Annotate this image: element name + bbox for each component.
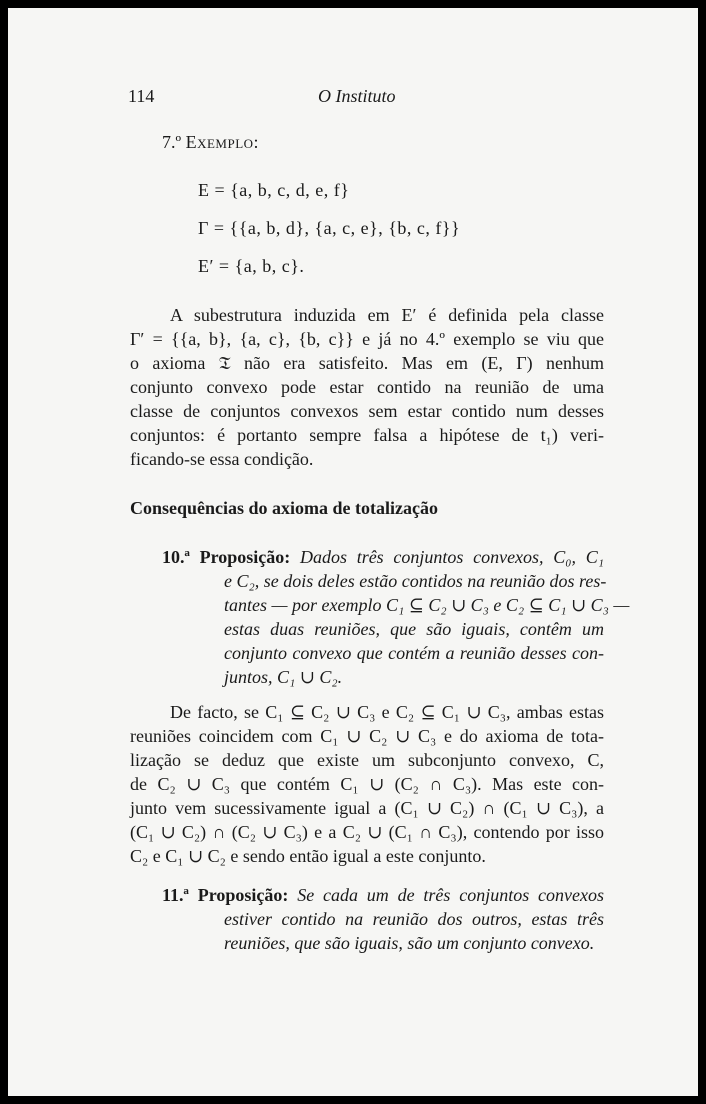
paragraph-line: C₂ e C₁ ∪ C₂ e sendo então igual a este conjunto. [130, 846, 486, 866]
paragraph-line: De facto, se C₁ ⊆ C₂ ∪ C₃ e C₂ ⊆ C₁ ∪ C₃, ambas estas [170, 702, 604, 722]
paragraph-line: junto vem sucessivamente igual a (C₁ ∪ C₂) ∩ (C₁ ∪ C₃), a [130, 798, 604, 818]
paragraph-line: classe de conjuntos convexos sem estar contido num desses [130, 401, 604, 421]
example-number: 7.º [162, 132, 182, 152]
paragraph-line: A subestrutura induzida em E′ é definida pela classe [170, 305, 604, 325]
example-label: Exemplo: [185, 132, 260, 152]
equation-e: E = {a, b, c, d, e, f} [198, 180, 350, 200]
proposition-11-body [224, 907, 604, 955]
paragraph-line: (C₁ ∪ C₂) ∩ (C₂ ∪ C₃) e a C₂ ∪ (C₁ ∩ C₃), contendo por isso [130, 822, 604, 842]
paragraph-line: ficando-se essa condição. [130, 449, 314, 469]
proposition-first-line [162, 545, 604, 569]
proposition-line: estiver contido na reunião dos outros, estas três [224, 909, 604, 929]
section-heading: Consequências do axioma de totalização [130, 498, 438, 518]
equation-gamma: Γ = {{a, b, d}, {a, c, e}, {b, c, f}} [198, 218, 461, 238]
proposition-line: tantes — por exemplo C₁ ⊆ C₂ ∪ C₃ e C₂ ⊆ C₁ ∪ C₃ — [224, 595, 630, 615]
proposition-line: reuniões, que são iguais, são um conjunto convexo. [224, 933, 595, 953]
proposition-title: Proposição: [199, 547, 291, 567]
proposition-number: 10.ª [162, 547, 190, 567]
proposition-11 [162, 883, 604, 907]
equation-e-prime: E′ = {a, b, c}. [198, 256, 305, 276]
paragraph-line: lização se deduz que existe um subconjunto convexo, C, [130, 750, 604, 770]
proposition-line: e C₂, se dois deles estão contidos na reunião dos res- [224, 571, 607, 591]
proof-paragraph [130, 700, 604, 868]
proposition-line: juntos, C₁ ∪ C₂. [224, 667, 343, 687]
proposition-number: 11.ª [162, 885, 189, 905]
book-page [8, 8, 698, 1096]
proposition-line: conjunto convexo que contém a reunião desses con- [224, 643, 604, 663]
paragraph-line: reuniões coincidem com C₁ ∪ C₂ ∪ C₃ e do axioma de tota- [130, 726, 604, 746]
proposition-title: Proposição: [197, 885, 289, 905]
example-paragraph [130, 303, 604, 471]
proposition-10 [162, 545, 604, 569]
paragraph-line: o axioma 𝔗 não era satisfeito. Mas em (E, Γ) nenhum [130, 353, 604, 373]
example-heading [162, 132, 259, 153]
paragraph-line: conjunto convexo pode estar contido na reunião de uma [130, 377, 604, 397]
paragraph-line: de C₂ ∪ C₃ que contém C₁ ∪ (C₂ ∩ C₃). Mas este con- [130, 774, 604, 794]
paragraph-line: conjuntos: é portanto sempre falsa a hipótese de t₁) veri- [130, 425, 604, 445]
paragraph-line: Γ′ = {{a, b}, {a, c}, {b, c}} e já no 4.º exemplo se viu que [130, 329, 604, 349]
proposition-10-body [224, 569, 630, 689]
proposition-line: estas duas reuniões, que são iguais, contêm um [224, 619, 604, 639]
running-title: O Instituto [318, 86, 396, 106]
page-number: 114 [128, 86, 155, 106]
proposition-first-line [162, 883, 604, 907]
proposition-statement: Se cada um de três conjuntos convexos [297, 885, 604, 905]
proposition-statement: Dados três conjuntos convexos, C₀, C₁ [299, 547, 604, 567]
